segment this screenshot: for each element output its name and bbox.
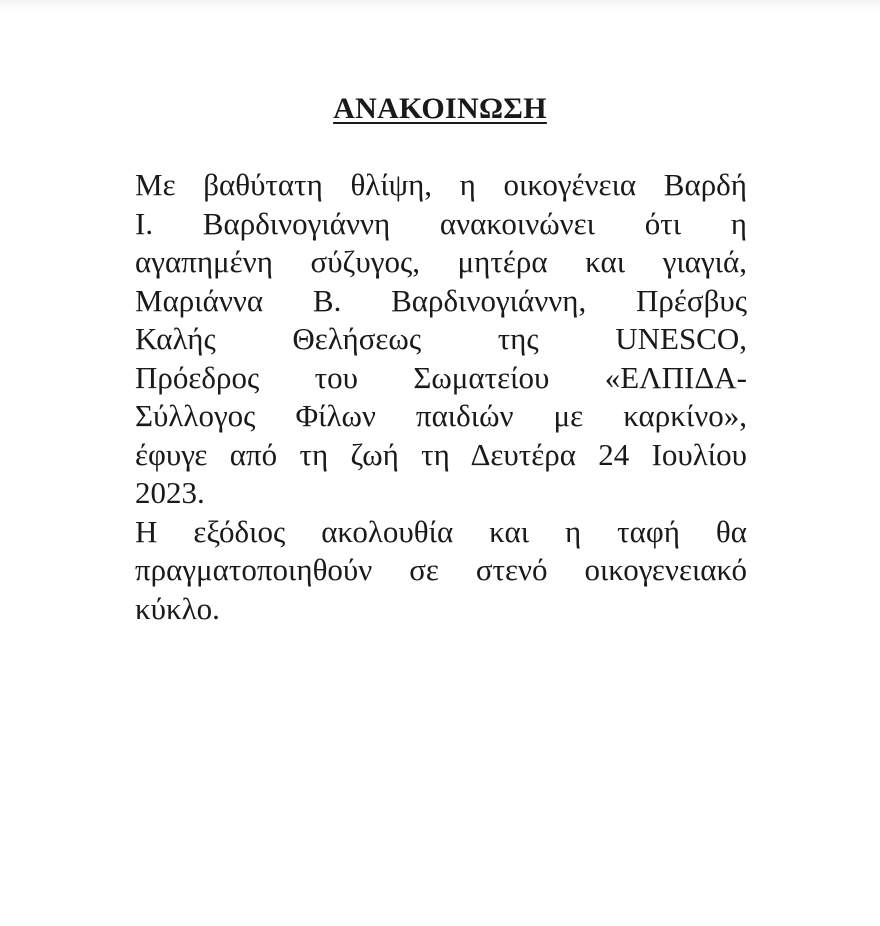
announcement-body [135,166,747,628]
paragraph-1 [135,166,747,513]
text-line: αγαπημένη σύζυγος, μητέρα και γιαγιά, [135,244,747,279]
text-line: Ι. Βαρδινογιάννη ανακοινώνει ότι η [135,205,747,241]
top-edge-shadow [0,0,880,10]
announcement-title: ΑΝΑΚΟΙΝΩΣΗ [333,92,547,125]
text-line: Καλής Θελήσεως της UNESCO, [135,321,747,356]
text-line: Η εξόδιος ακολουθία και η ταφή θα [135,513,747,549]
text-line: έφυγε από τη ζωή τη Δευτέρα 24 Ιουλίου [135,436,747,472]
text-line: Με βαθύτατη θλίψη, η οικογένεια Βαρδή [135,167,747,202]
text-line: Σύλλογος Φίλων παιδιών με καρκίνο», [135,398,747,433]
paragraph-2 [135,513,747,629]
text-line: Πρόεδρος του Σωματείου «ΕΛΠΙΔΑ- [135,359,747,395]
text-line: πραγματοποιηθούν σε στενό οικογενειακό [135,552,747,587]
text-line: 2023. [135,475,205,510]
text-line: κύκλο. [135,590,220,626]
text-line: Μαριάννα Β. Βαρδινογιάννη, Πρέσβυς [135,282,747,318]
